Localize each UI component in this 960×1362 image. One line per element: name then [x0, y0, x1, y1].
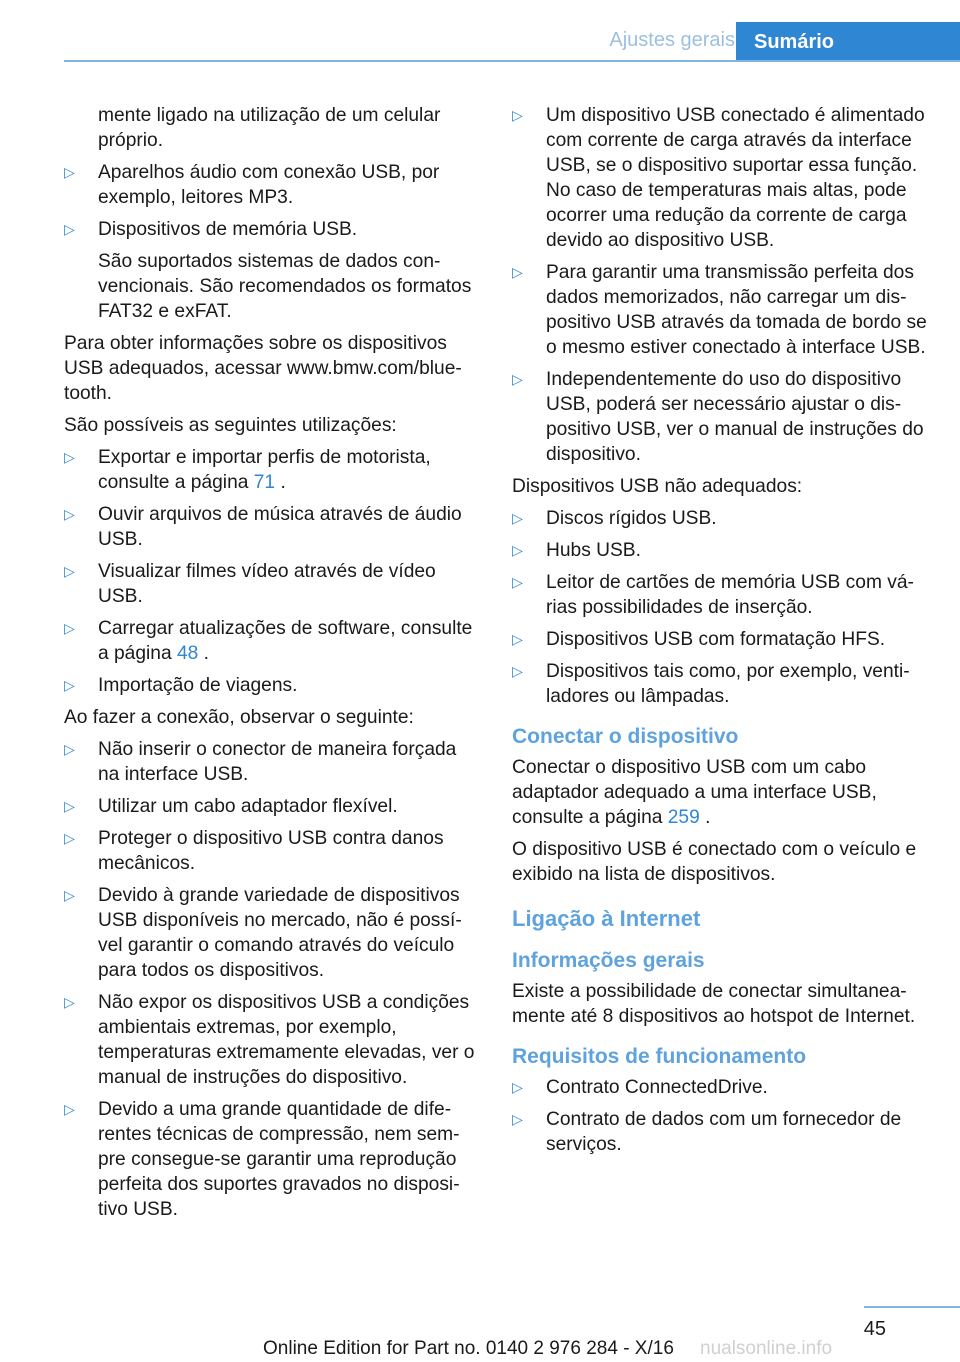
bullet-icon: ▷ — [64, 741, 75, 757]
list-item: ▷ Discos rígidos USB. — [512, 508, 717, 529]
list-item: ▷ Independentemente do uso do dispositivo USB, poderá ser necessário ajustar o dispositivo USB, ver o manual de instruções do dispositivo. — [512, 369, 924, 465]
list-item: ▷ Utilizar um cabo adaptador flexível. — [64, 796, 398, 817]
list-item: ▷ Leitor de cartões de memória USB com várias possibilidades de inserção. — [512, 572, 914, 618]
general-paragraph: Existe a possibilidade de conectar simultaneamente até 8 dispositivos ao hotspot de Internet. — [512, 981, 916, 1027]
list-item: ▷ Devido a uma grande quantidade de diferentes técnicas de compressão, nem sempre consegue-se garantir uma reprodução perfeita dos suportes gravados no dispositivo USB. — [64, 1099, 460, 1220]
bullet-icon: ▷ — [512, 510, 523, 526]
list-item: ▷ Não expor os dispositivos USB a condições ambientais extremas, por exemplo, temperaturas extremamente elevadas, ver o manual de instruções do dispositivo. — [64, 992, 475, 1088]
file-systems-paragraph: São suportados sistemas de dados convencionais. São recomendados os formatos FAT32 e exFAT. — [98, 251, 472, 322]
list-item: ▷ Ouvir arquivos de música através de áudio USB. — [64, 504, 462, 550]
list-item: ▷ Não inserir o conector de maneira forçada na interface USB. — [64, 739, 457, 785]
bullet-icon: ▷ — [512, 542, 523, 558]
requirements-list — [512, 1075, 928, 1157]
list-item: ▷ Importação de viagens. — [64, 675, 298, 696]
uses-paragraph: São possíveis as seguintes utilizações: — [64, 415, 397, 436]
left-column — [64, 103, 478, 1229]
list-item: ▷ Hubs USB. — [512, 540, 641, 561]
footer-rule — [864, 1306, 960, 1308]
bullet-icon: ▷ — [512, 631, 523, 647]
list-item: ▷ Contrato ConnectedDrive. — [512, 1077, 768, 1098]
edition-note: Online Edition for Part no. 0140 2 976 284 - X/16 — [263, 1338, 674, 1359]
bullet-icon: ▷ — [64, 798, 75, 814]
list-item: ▷ Exportar e importar perfis de motorista, consulte a página 71 . — [64, 447, 431, 493]
bullet-icon: ▷ — [512, 264, 523, 280]
bullet-icon: ▷ — [64, 620, 75, 636]
bullet-icon: ▷ — [512, 1111, 523, 1127]
list-item: ▷ Carregar atualizações de software, consulte a página 48 . — [64, 618, 473, 664]
continued-paragraph: mente ligado na utilização de um celular próprio. — [98, 105, 441, 151]
bullet-icon: ▷ — [64, 887, 75, 903]
bullet-icon: ▷ — [512, 371, 523, 387]
contents-tab[interactable] — [736, 22, 960, 62]
bullet-icon: ▷ — [64, 677, 75, 693]
list-item: ▷ Dispositivos tais como, por exemplo, ventiladores ou lâmpadas. — [512, 661, 910, 707]
section-tab[interactable]: Ajustes gerais — [609, 29, 735, 51]
contents-tab-label: Sumário — [754, 30, 835, 53]
charging-list — [512, 103, 928, 467]
general-info-heading: Informações gerais — [512, 949, 705, 972]
bullet-icon: ▷ — [64, 506, 75, 522]
list-item: ▷ Aparelhos áudio com conexão USB, por exemplo, leitores MP3. — [64, 162, 440, 208]
list-item: ▷ Dispositivos de memória USB. — [64, 219, 358, 240]
connect-device-heading: Conectar o dispositivo — [512, 725, 739, 748]
info-paragraph: Para obter informações sobre os dispositivos USB adequados, acessar www.bmw.com/bluetooth. — [64, 333, 462, 404]
list-item: ▷ Proteger o dispositivo USB contra danos mecânicos. — [64, 828, 444, 874]
uses-list — [64, 445, 478, 698]
bullet-icon: ▷ — [64, 449, 75, 465]
list-item: ▷ Dispositivos USB com formatação HFS. — [512, 629, 886, 650]
unsuitable-list — [512, 506, 928, 709]
page-header — [64, 22, 960, 62]
connection-paragraph: Ao fazer a conexão, observar o seguinte: — [64, 707, 414, 728]
bullet-icon: ▷ — [64, 164, 75, 180]
page-link[interactable]: 71 — [253, 472, 276, 493]
device-list — [64, 160, 478, 242]
bullet-icon: ▷ — [64, 221, 75, 237]
unsuitable-paragraph: Dispositivos USB não adequados: — [512, 476, 803, 497]
connect-paragraph: Conectar o dispositivo USB com um cabo adaptador adequado a uma interface USB, consulte a página 259 . — [512, 757, 877, 828]
watermark: nualsonline.info — [700, 1338, 833, 1359]
list-item: ▷ Um dispositivo USB conectado é alimentado com corrente de carga através da interface USB, se o dispositivo suportar essa função. No caso de temperaturas mais altas, pode ocorrer uma redução da corrente de carga devido ao dispositivo USB. — [512, 105, 925, 251]
page-number: 45 — [863, 1318, 886, 1340]
bullet-icon: ▷ — [512, 663, 523, 679]
bullet-icon: ▷ — [512, 1079, 523, 1095]
right-column — [512, 103, 928, 1164]
list-item: ▷ Para garantir uma transmissão perfeita dos dados memorizados, não carregar um dispositivo USB através da tomada de bordo se o mesmo estiver conectado à interface USB. — [512, 262, 927, 358]
connected-paragraph: O dispositivo USB é conectado com o veículo e exibido na lista de dispositivos. — [512, 839, 917, 885]
page-link[interactable]: 48 — [176, 643, 199, 664]
list-item: ▷ Contrato de dados com um fornecedor de serviços. — [512, 1109, 902, 1155]
list-item: ▷ Visualizar filmes vídeo através de vídeo USB. — [64, 561, 436, 607]
page-link[interactable]: 259 — [667, 807, 700, 828]
internet-heading: Ligação à Internet — [512, 906, 701, 931]
bullet-icon: ▷ — [512, 107, 523, 123]
precautions-list — [64, 737, 478, 1222]
list-item: ▷ Devido à grande variedade de dispositivos USB disponíveis no mercado, não é possível garantir o comando através do veículo para todos os dispositivos. — [64, 885, 462, 981]
bullet-icon: ▷ — [64, 563, 75, 579]
bullet-icon: ▷ — [64, 830, 75, 846]
bullet-icon: ▷ — [512, 574, 523, 590]
bullet-icon: ▷ — [64, 1101, 75, 1117]
header-rule — [64, 60, 960, 62]
bullet-icon: ▷ — [64, 994, 75, 1010]
requirements-heading: Requisitos de funcionamento — [512, 1045, 807, 1068]
